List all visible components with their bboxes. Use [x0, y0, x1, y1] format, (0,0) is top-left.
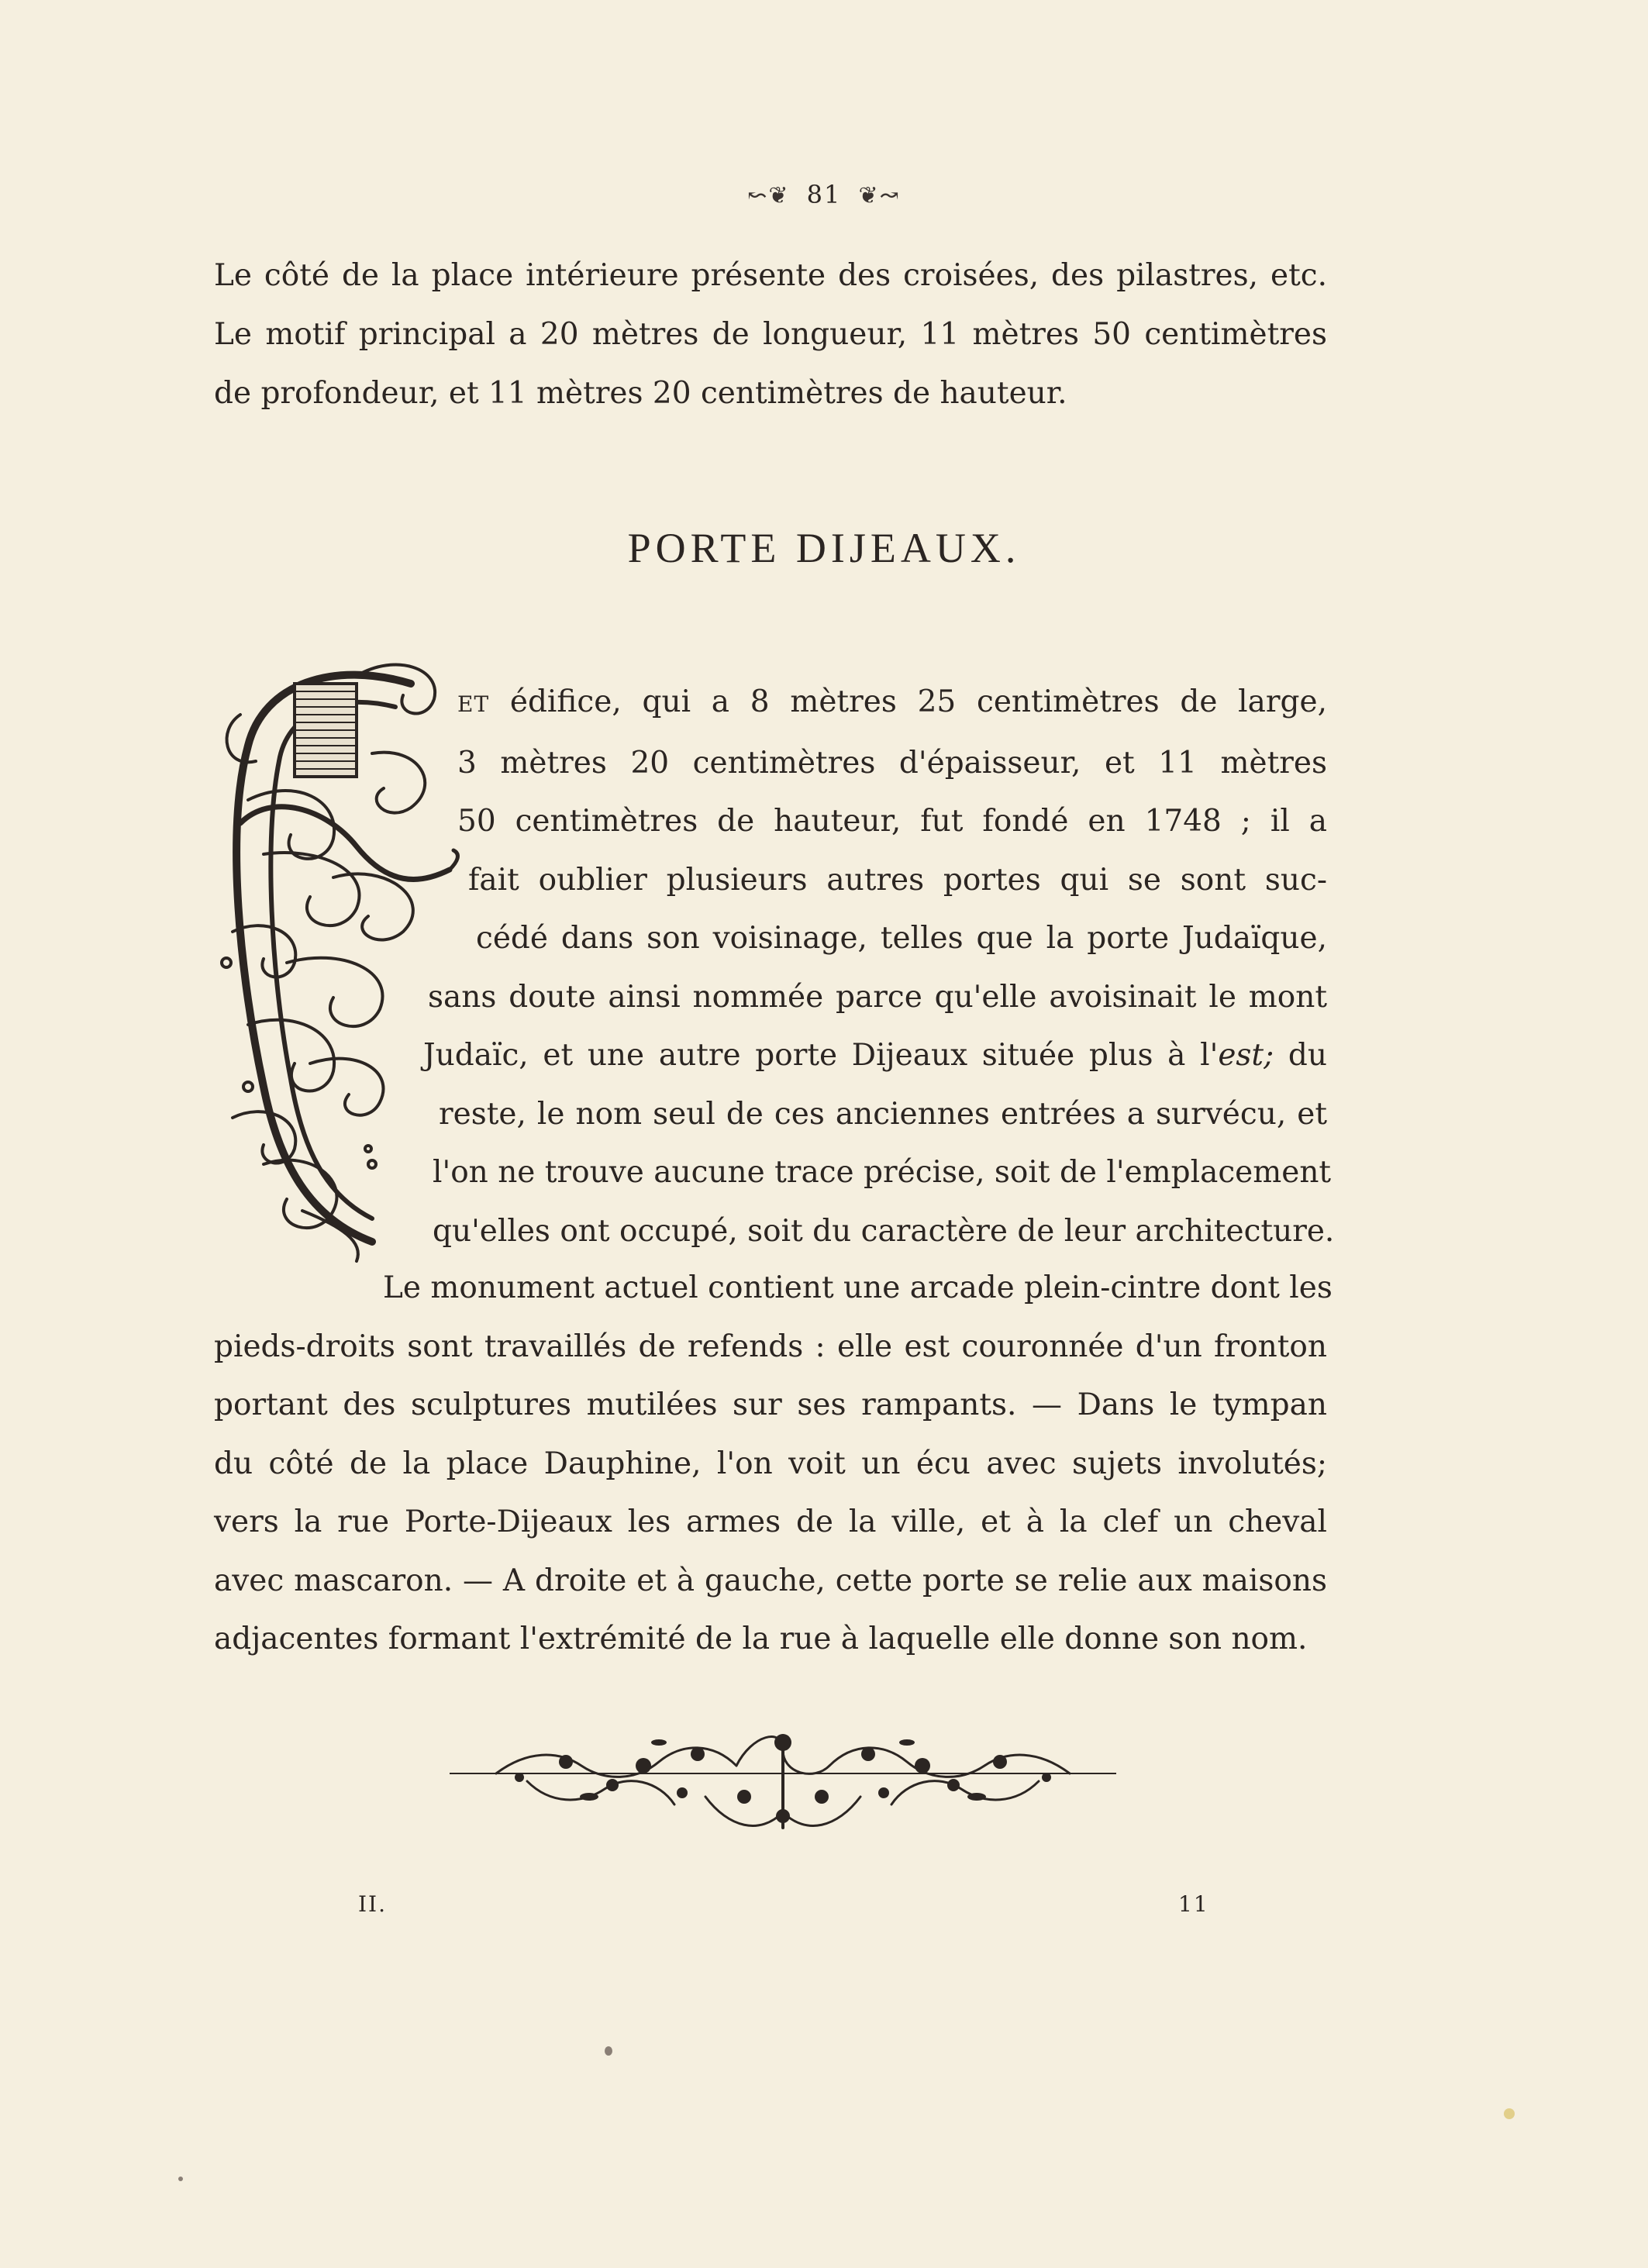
- paragraph-line: Le monument actuel contient une arcade plein-cintre dont les: [383, 1270, 1333, 1305]
- second-paragraph: [214, 1259, 1333, 1669]
- paper-speck: [178, 2177, 183, 2181]
- first-paragraph: [423, 673, 1335, 1260]
- paragraph-line: sans doute ainsi nommée parce qu'elle avoisinait le mont: [428, 979, 1327, 1015]
- paragraph-line: [457, 673, 1327, 734]
- paragraph-line: reste, le nom seul de ces anciennes entrées a survécu, et: [439, 1096, 1327, 1132]
- line-text: édifice, qui a 8 mètres 25 centimètres de large,: [489, 684, 1327, 719]
- dropcap-c-icon: [217, 653, 465, 1265]
- intro-line: Le côté de la place intérieure présente des croisées, des pilastres, etc.: [214, 258, 1327, 293]
- paragraph-line: 3 mètres 20 centimètres d'épaisseur, et 11 mètres: [457, 745, 1327, 781]
- paragraph-line: adjacentes formant l'extrémité de la rue à laquelle elle donne son nom.: [214, 1622, 1308, 1656]
- paragraph-line: portant des sculptures mutilées sur ses rampants. — Dans le tympan: [214, 1387, 1327, 1422]
- intro-line: Le motif principal a 20 mètres de longueur, 11 mètres 50 centimètres: [214, 317, 1327, 352]
- lead-smallcaps: ET: [457, 691, 490, 717]
- intro-line: de profondeur, et 11 mètres 20 centimètres de hauteur.: [214, 376, 1067, 411]
- paper-speck: [1504, 2108, 1515, 2119]
- paragraph-line: qu'elles ont occupé, soit du caractère de leur architecture.: [433, 1213, 1335, 1249]
- paragraph-line: vers la rue Porte-Dijeaux les armes de la ville, et à la clef un cheval: [214, 1505, 1327, 1539]
- paragraph-line: [423, 1026, 1327, 1085]
- gathering-signature: 11: [1178, 1891, 1209, 1917]
- left-ornament-icon: ↜❦: [747, 182, 790, 209]
- line-text: Judaïc, et une autre porte Dijeaux située plus à l': [423, 1038, 1219, 1073]
- paragraph-line: pieds-droits sont travaillés de refends : elle est couronnée d'un fronton: [214, 1329, 1327, 1364]
- running-head: [0, 180, 1648, 209]
- line-text: du: [1274, 1038, 1327, 1073]
- paragraph-line: fait oublier plusieurs autres portes qui se sont suc-: [468, 862, 1327, 898]
- page-number: 81: [806, 180, 842, 209]
- italic-word: est;: [1218, 1038, 1274, 1073]
- paragraph-line: l'on ne trouve aucune trace précise, soit de l'emplacement: [433, 1155, 1332, 1190]
- floral-tailpiece-icon: [450, 1719, 1116, 1843]
- right-ornament-icon: ❦↝: [858, 182, 901, 209]
- paragraph-line: du côté de la place Dauphine, l'on voit un écu avec sujets involutés;: [214, 1446, 1327, 1481]
- intro-paragraph: [214, 246, 1327, 423]
- paragraph-line: cédé dans son voisinage, telles que la porte Judaïque,: [476, 921, 1327, 956]
- paragraph-line: avec mascaron. — A droite et à gauche, cette porte se relie aux maisons: [214, 1563, 1327, 1598]
- section-title: PORTE DIJEAUX.: [627, 525, 1021, 571]
- paper-speck: [605, 2046, 612, 2056]
- paragraph-line: 50 centimètres de hauteur, fut fondé en 1748 ; il a: [457, 804, 1327, 839]
- volume-signature: II.: [358, 1891, 388, 1917]
